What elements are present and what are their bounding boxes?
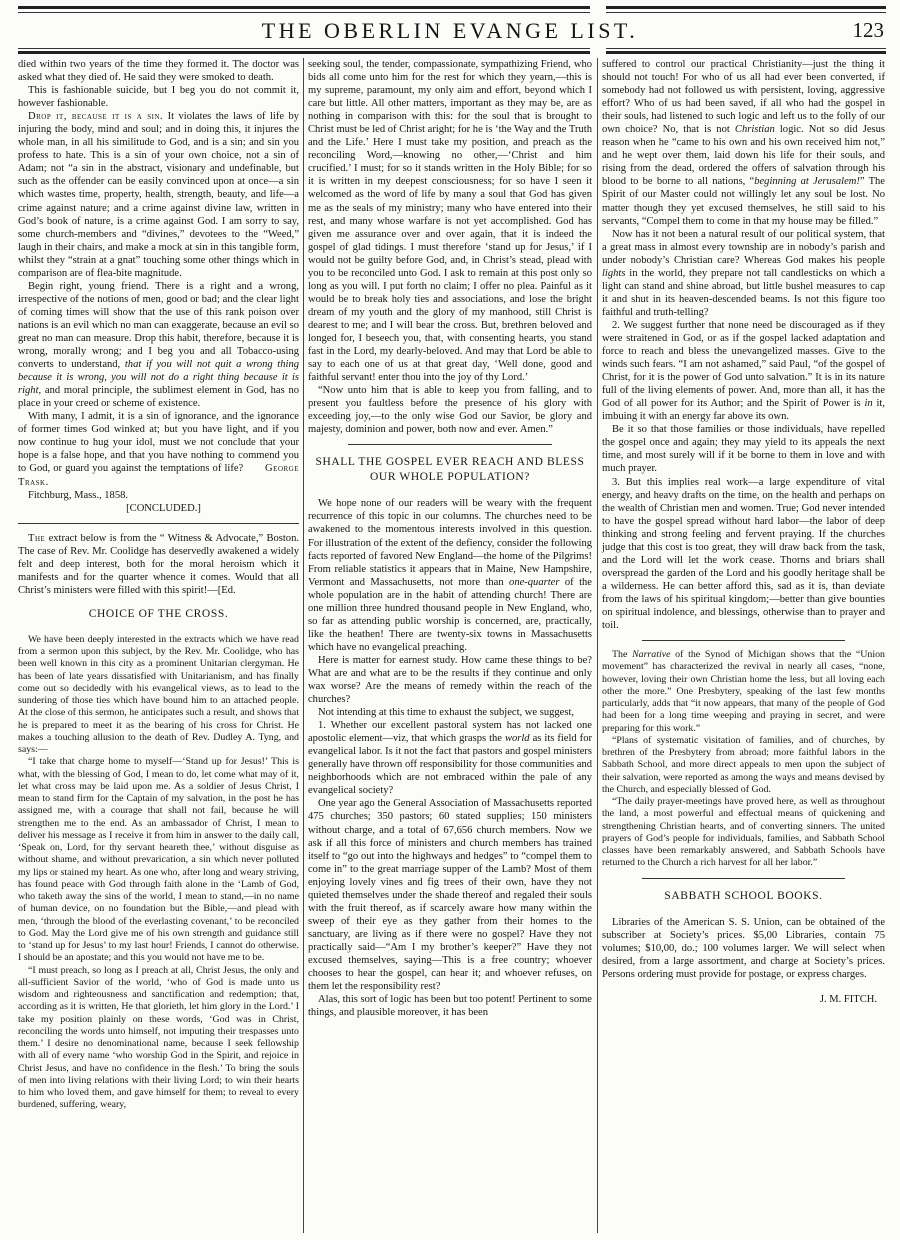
text-run: Alas, this sort of logic has been but too potent! Pertinent to some things, and plausible moreover, it has been [308,994,592,1019]
tobacco-article-ending [18,58,299,515]
text-run: 1. Whether our excellent pastoral system has not lacked one apostolic element—viz, that which grasps the [308,720,592,745]
article-separator [642,878,845,879]
text-run: Not intending at this time to exhaust the subject, we suggest, [318,707,575,719]
editor-intro [18,532,299,597]
article-body [602,649,885,870]
masthead-bottom-rule [18,51,590,54]
article-body [308,58,592,436]
article-heading-choice-of-the-cross: CHOICE OF THE CROSS. [88,607,229,620]
text-run: Libraries of the American S. S. Union, can be obtained of the subscriber at Society’s prices. $5,00 Libraries, contain 75 volumes; $10,00, do.; 100 volumes larger. We will select when desired, from a large assortment, and charge at Society’s prices. Persons ordering must provide for postage, or express charges. [602,916,885,980]
paragraph [18,84,299,110]
paragraph [602,319,885,423]
paragraph [308,993,592,1019]
paragraph [308,384,592,436]
article-body [602,916,885,981]
text-run: “Plans of systematic visitation of families, and of churches, by brethren of the Presbytery from abroad; more faithful labors in the Sabbath School, and more direct appeals to men upon the subject of their salvation, were reported as among the ways and means devised by the Church, and especially blessed of God. [602,734,885,795]
text-run: Be it so that those families or those individuals, have repelled the gospel once and again; they may yield to its appeals the next time, and most surely will if it be borne to them in love and with much prayer. [602,424,885,475]
text-run: died within two years of the time they formed it. The doctor was asked what they died of. He said they were smoked to death. [18,59,299,84]
paragraph [602,649,885,735]
italic-text: Christian [734,124,775,136]
paragraph [308,58,592,384]
text-run: It violates the laws of life by injuring the body, mind and soul; and in doing this, it injures the whole man, in all his similitude to God, and is a sin; and sin you profess to hate. This is a sin of your own choice, not a sin of Adam; not “a sin in the abstract, visionary and undefinable, but such as the offender can be easily convinced upon at once—a sin which wastes time, property, health, strength, beauty, and life—a crime against nature; and a crime against divine law, written in God’s book of nature, is a crime against God. I am sorry to say, some church-members and “divines,” devotees to the “Weed,” laugh in their chairs, and make a mock at sin in this tangible form, whilst they “strain at a gnat” touching some other things which in comparison are of flea-bite magnitude. [18,111,299,279]
paragraph [602,916,885,981]
small-caps-text: George Trask. [18,463,299,488]
masthead-bottom-rule-right [606,51,886,54]
text-run: and moral principle, the sublimest element in God, has no place in your creed or scheme of existence. [18,385,299,410]
text-run: 2. We suggest further that none need be discouraged as if they were straitened in God, or as if the gospel lacked adaptation and force to reach and bless the unevangelized masses. Give to the winds such fears. “I am not ashamed,” said Paul, “of the gospel of Christ, for it is the power of God unto salvation.” It is in its nature full of the living elements of power. And, more than all, it has the God of all power for its Author; and the Spirit of Power is [602,319,885,410]
text-run: of the whole population are in the habit of attending church! There are one million three hundred thousand people in New England, who, so far as attending public worship is concerned, are, practically, like the heathen! There are twenty-six towns in Massachusetts which have no evangelical preaching. [308,576,592,653]
text-run: Here is matter for earnest study. How came these things to be? What are and what are to be the results if they continue and only wax worse? Are the means of remedy within the reach of the churches? [308,654,592,706]
text-run: seeking soul, the tender, compassionate, sympathizing Friend, who bids all come unto him for the rest for which they yearn,—this is my supreme, paramount, my only aim and effort, beyond which I care but little. All other matters, important as they may be, are as nothing in comparison with this: for the soul that is brought to Christ must be led of Christ aright; for he is ‘the Way and the Truth and the Life.’ Here I must take my position, and preach as the reconciling Word,—knowing no other,—‘Christ and him crucified.’ I must; for so it stands written in the Holy Bible; for so it is written in my deepest consciousness; for so have I seen it welcomed as the word of life by many a soul that God has given me as the seals of my ministry; many who have entered into their rest, and many whose warfare is not yet accomplished. God has given me assurance over and over again, that it is indeed the gospel of glad tidings. I must therefore ‘stand up for Jesus,’ if I would not be guilty before God, and, in Christ’s stead, plead with you to be reconciled unto God. I ask to remain at this post only so long as you will. I put forth no claim; I offer no plea. Painful as it would be to break holy ties and associations, and lose the bright dream of my youth and the glory of my manhood, still Christ is dearest to me; and I will bear the cross. But, brethren beloved and longed for, I beseech you, that, with consenting hearts, you stand fast in the Lord, my dearly-beloved. And may that Lord be able to say to each one of us at that great day, ‘Well done, good and faithful servant! enter thou into the joy of thy Lord.’ [308,59,592,384]
column-divider [597,58,598,1233]
text-run: With many, I admit, it is a sin of ignorance, and the ignorance of former times God winked at; but you have light, and if you now continue to hug your idol, must we not conclude that your hope is a false hope, and that you have nothing to commend you to God, or guard you against the temptations of life? [18,411,299,475]
paragraph [308,706,592,719]
small-caps-text: The [28,532,46,544]
column-divider [303,58,304,1233]
masthead [0,14,900,48]
concluded-note: [CONCLUDED.] [126,502,201,514]
paragraph [18,58,299,84]
paragraph [602,735,885,796]
masthead-top-rule [18,6,590,9]
text-run: 3. But this implies real work—a large expenditure of vital energy, and heavy drafts on the time, on the health and perhaps on the wealth of Christian men and women. True; God never intended to have the gospel spread without hard labor—the labor of deep thinking and strong feeling and fervent praying. If the churches judge that this cost is too great, they will draw back from the task, and the Lord will let the work cease. Thorns and briars shall overspread the garden of the Lord and his goodly heritage shall be a wilderness. He can better afford this, sad as it is, than deviate from the laws of his spiritual kingdom;—better than give bounties on spiritual indolence, and blessings, otherwise than to prayer and toil. [602,476,885,632]
column-2 [308,58,592,1019]
text-run: Begin right, young friend. There is a right and a wrong, irrespective of the notions of men, good or bad; and the clear light of coming times will show that the use of this rank poison over nations is an evil which no man can exaggerate, because an evil so great no man can measure. Drop this habit, therefore, because it is wrong, morally wrong; and I beg you and all Tobacco-using converts to understand, [18,280,299,371]
italic-text: world [504,733,530,745]
masthead-bottom-rule-thin [18,48,590,49]
article-body [18,634,299,1112]
column-3 [602,58,885,1006]
masthead-top-rule-thin [18,12,590,13]
text-run: “Now unto him that is able to keep you from falling, and to present you faultless before the presence of his glory with exceeding joy,—to the only wise God our Savior, be glory and majesty, dominion and power, both now and ever. Amen.” [308,385,592,436]
text-run: The [612,649,633,661]
article-body [308,497,592,1019]
text-run: “I must preach, so long as I preach at all, Christ Jesus, the only and all-sufficient Savior of the world, ‘who of God is made unto us wisdom and righteousness and sanctification and redemption; that, according as it is written, He that glorieth, let him glory in the Lord.’ I take my position plainly on these words, ‘God was in Christ, reconciling the words unto himself, not imputing their trespasses unto them.’ I desire no denominational name, because I seek fellowship with all of every name ‘who worship God in the Spirit, and rejoice in Christ Jesus, and have no confidence in the flesh.’ To bring the souls of men into living relations with their living Lord; to win their hearts to him who loved them, and gave himself for them; to reveal to every burdened, suffering, weary, [18,964,299,1111]
italic-text: one-quarter [509,576,560,588]
paragraph [602,423,885,475]
italic-text: beginning at Jerusalem! [754,176,860,188]
paragraph [18,532,299,597]
paragraph [308,497,592,654]
italic-text: Narrative [632,649,671,661]
article-separator [348,444,552,445]
paragraph [308,719,592,797]
text-run: One year ago the General Association of Massachusetts reported 475 churches; 350 pastors; 60 stated supplies; 150 ministers without charge, and a total of 67,656 church members. Now we ask if all this force of ministers and church members has trained itself to “go out into the highways and hedges” to “compel them to come in” to the great marriage supper of the Lamb? Most of them enjoying lovely vines and fig trees of their own, have they not quieted themselves under the shade thereof and regaled their souls with the fruit thereof, as if scarcely aware how many within the sweep of their eye as they gather from their homes to the sanctuary, are living as if there were no gospel? Have they not practically said—“Am I my brother’s keeper?” Have they not excused themselves, saying—This is a free country; whoever chooses to hear the gospel, can hear it; and whoever refuses, on them let the responsibility rest? [308,798,592,993]
paragraph [18,756,299,964]
text-run: We hope none of our readers will be weary with the frequent recurrence of this topic in our columns. The churches need to be awakened to the momentous interests involved in this question. For illustration of the extent of the defiency, consider the following facts reported of favored New England—the home of the Pilgrims! From reliable statistics it appears that in Maine, New Hampshire, Vermont and Massachusetts, not more than [308,498,592,588]
article-body [18,58,299,489]
article-body [18,532,299,597]
paragraph [602,58,885,228]
text-run: “The daily prayer-meetings have proved here, as well as throughout the land, a most powerful and effectual means of quickening and strengthening Christian hearts, and of converting sinners. The united prayers of God’s people for individuals, families, and Sabbath School classes have been remarkably answered, and Sabbath Schools have returned to the Church a rich harvest for all her labor.” [602,796,885,869]
text-run: extract below is from the “ Witness & Advocate,” Boston. The case of Rev. Mr. Coolidge has deservedly awakened a widely felt and deep interest, both for the moral heroism which it manifests and for the quarter whence it comes. Would that all Christ’s ministers were filled with this spirit!—[Ed. [18,532,299,596]
paragraph [602,796,885,870]
text-run: it, imbuing it with an energy far above its own. [602,398,885,423]
signature: J. M. FITCH. [819,993,877,1005]
text-run: This is fashionable suicide, but I beg you do not commit it, however fashionable. [18,85,299,110]
paragraph [18,280,299,410]
masthead-top-rule-right [606,6,886,9]
italic-text: that if you will not quit a wrong thing because it is wrong, you will not do a right thing because it is right, [18,359,299,397]
article-separator [642,640,845,641]
text-run: of the Synod of Michigan shows that the “Union movement” has characterized the revival in nearly all cases, “none, however, loving their own Christian home the less, but all loving each other the more.” One Presbytery, speaking of the last few months particularly, adds that “it now appears, that many of the people of God had been for a long time weeping and praying in secret, and were preparing for this work.” [602,649,885,734]
article-separator [18,523,299,524]
newspaper-title: THE OBERLIN EVANGE LIST. [261,18,639,43]
dateline: Fitchburg, Mass., 1858. [28,489,129,501]
column-1 [18,58,299,1112]
masthead-top-rule-right-thin [606,12,886,13]
masthead-bottom-rule-right-thin [606,48,886,49]
text-run: We have been deeply interested in the extracts which we have read from a sermon upon this subject, by the Rev. Mr. Coolidge, who has been well known in this city as a prominent Unitarian clergyman. He has been of late years dissatisfied with Unitarianism, and has finally come out so decidedly with his evangelical views, as to lead to the sundering of those ties which have bound him to an attached people. At the close of this sermon, he anticipates such a result, and shows that he is prepared to meet it as the bearing of his cross for Christ. He makes a touching allusion to the death of Rev. Dudley A. Tyng, and says:— [18,633,299,756]
paragraph [18,634,299,757]
text-run: “I take that charge home to myself—‘Stand up for Jesus!’ This is what, with the blessing of God, I mean to do, let come what may of it, let what cross may be laid upon me. As a soldier of Jesus Christ, I mean to stand firm for the Captain of my salvation, in the post he has assigned me, with a courage that shall not fail, because he will strengthen me to the end. As an ambassador of Christ, I mean to deliver his message as I receive it from him in answer to the daily call, ‘Speak on, Lord, for thy servant heareth thee,’ without disguise as without shame, and without prevarication, a sin which never polluted my lips or stained my heart. As one who, after long and weary striving, has found peace with God through faith alone in the ‘Lamb of God, who taketh away the sins of the world, I mean to stand,—in no name of human device, on no foundation but the Bible,—and plead with men, ‘through the blood of the everlasting covenant,’ to be reconciled to God. May the Lord give me of his own strength and guidance still to ‘stand up for Jesus’ to my last hour! Friends, I cannot do otherwise. I should be an apostate; and this you would not have me to be. [18,756,299,964]
article-heading-sabbath-school-books: SABBATH SCHOOL BOOKS. [664,889,823,902]
text-run: as its field for evangelical labor. Is it not the fact that pastors and gospel ministers generally have thrown off responsibility for those communities and neighborhoods which are not embraced within the pale of any evangelical society? [308,733,592,797]
paragraph [602,476,885,633]
paragraph [602,228,885,319]
text-run: in the world, they prepare not tall candlesticks on which a light can stand and shine abroad, but little bushel measures to cap it and shut in its heaven-descended beams. Is not this figure too faithful and truth-telling? [602,267,885,318]
small-caps-text: Drop it, because it is a sin. [28,111,164,123]
paragraph [308,797,592,993]
article-heading-gospel: SHALL THE GOSPEL EVER REACH AND BLESS OUR WHOLE POPULATION? [315,456,585,484]
paragraph [18,410,299,488]
paragraph [18,110,299,280]
article-body [602,58,885,632]
text-run: Now has it not been a natural result of our political system, that a great mass in almost every township are in nobody’s parish and under nobody’s Christian care? Whereas God makes his people [602,228,885,266]
paragraph [18,965,299,1112]
text-run: logic. Not so did Jesus reason when he “came to his own and his own received him not,” and he wept over them, laid down his life for their souls, and rising from the dead, ordered the offers of salvation through his blood to be borne to all nations, “ [602,124,885,188]
paragraph [308,654,592,706]
italic-text: lights [602,267,626,279]
text-run: suffered to control our practical Christianity—just the thing it should not touch! For who of us all had ever been converted, if somebody had not followed us with persistent, loving, aggressive effort? Who of us had been saved, if all who had the gospel in their souls, had listened to such logic and left us to the folly of our own choice? No, that is not [602,59,885,136]
page-number: 123 [852,18,884,42]
text-run: ” The Spirit of our Master could not willingly let any soul be lost. No matter though they yet excused themselves, he still said to his servants, “Compel them to come in that my house may be filled.” [602,176,885,227]
italic-text: in [864,398,873,410]
